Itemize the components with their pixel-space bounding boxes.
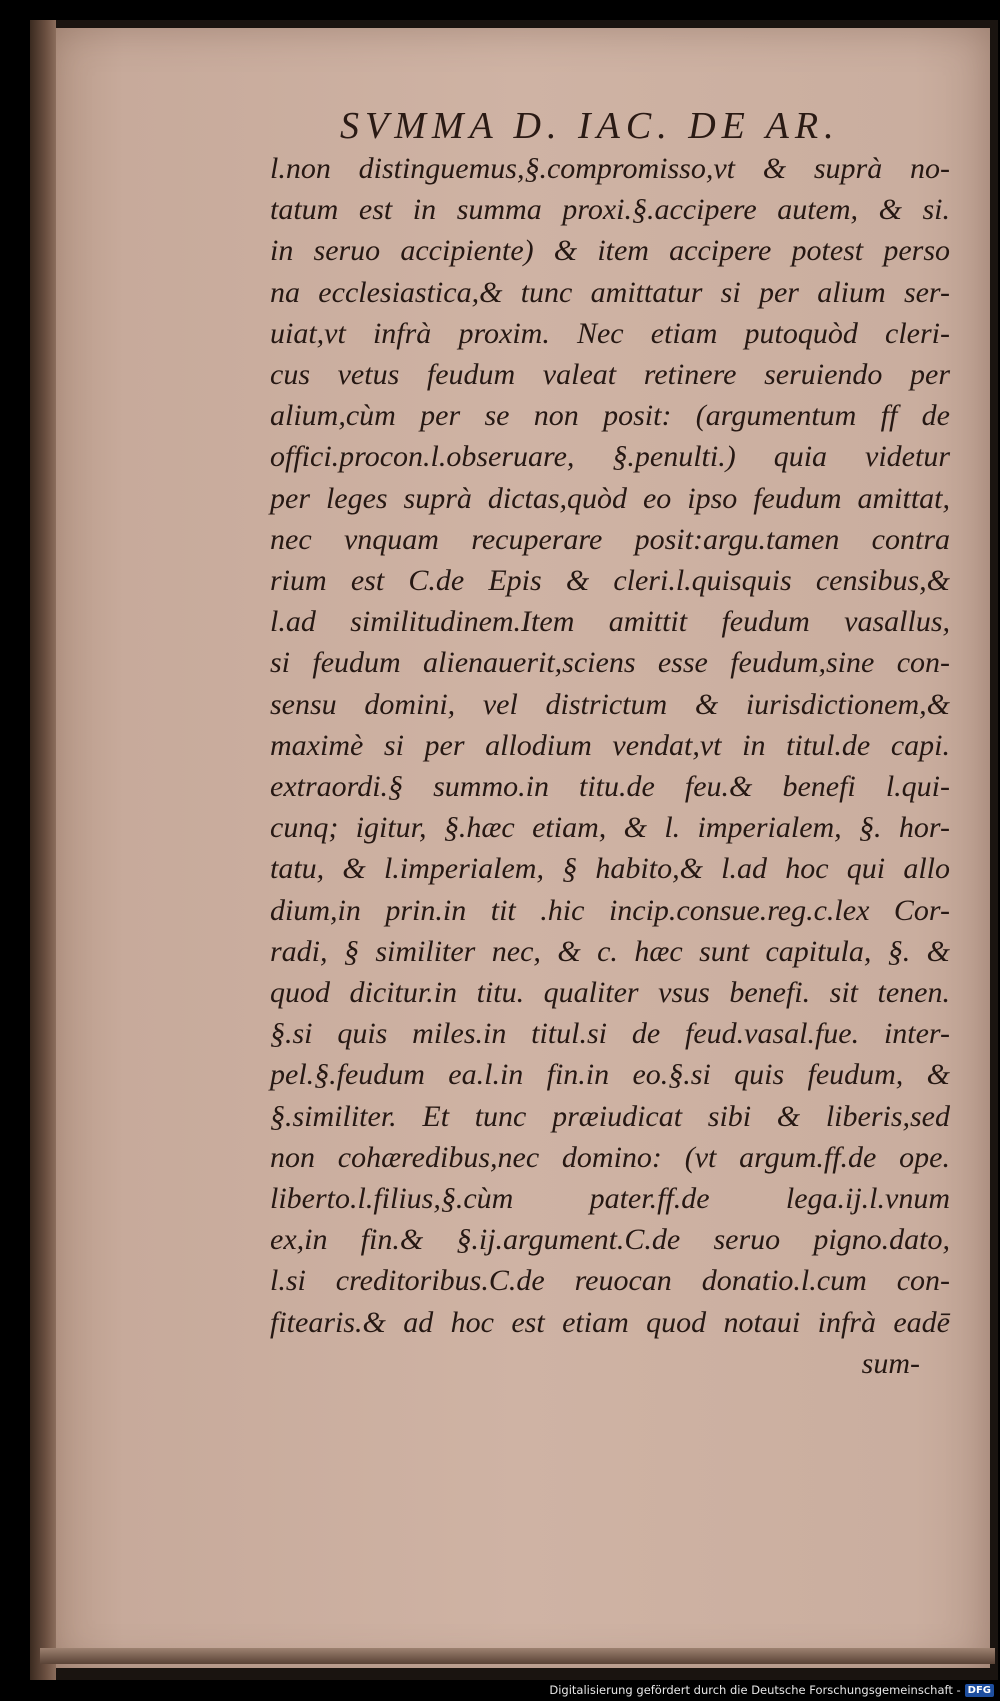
text-line: §.similiter. Et tunc præiudicat sibi & liberis,sed xyxy=(270,1099,950,1133)
text-line: cunq; igitur, §.hæc etiam, & l. imperialem, §. hor- xyxy=(270,811,950,845)
text-line: extraordi.§ summo.in titu.de feu.& benefi l.qui- xyxy=(270,770,950,804)
text-line: non cohæredibus,nec domino: (vt argum.ff.de ope. xyxy=(270,1140,950,1174)
text-line: quod dicitur.in titu. qualiter vsus benefi. sit tenen. xyxy=(270,976,950,1010)
text-line: rium est C.de Epis & cleri.l.quisquis censibus,& xyxy=(270,564,950,598)
footer-credit: Digitalisierung gefördert durch die Deutsche Forschungsgemeinschaft - xyxy=(549,1683,961,1697)
dfg-logo-icon: DFG xyxy=(965,1684,994,1697)
text-line: tatu, & l.imperialem, § habito,& l.ad hoc qui allo xyxy=(270,852,950,886)
text-line: nec vnquam recuperare posit:argu.tamen contra xyxy=(270,522,950,556)
text-line: tatum est in summa proxi.§.accipere autem, & si. xyxy=(270,193,950,227)
text-line: ex,in fin.& §.ij.argument.C.de seruo pigno.dato, xyxy=(270,1223,950,1257)
text-line: cus vetus feudum valeat retinere seruiendo per xyxy=(270,358,950,392)
text-line: per leges suprà dictas,quòd eo ipso feudum amittat, xyxy=(270,481,950,515)
digitization-footer xyxy=(549,1683,994,1697)
text-line: §.si quis miles.in titul.si de feud.vasal.fue. inter- xyxy=(270,1017,950,1051)
text-line: si feudum alienauerit,sciens esse feudum,sine con- xyxy=(270,646,950,680)
text-line: radi, § similiter nec, & c. hæc sunt capitula, §. & xyxy=(270,934,950,968)
text-line: in seruo accipiente) & item accipere potest perso xyxy=(270,234,950,268)
page-text xyxy=(270,148,950,1384)
text-line: maximè si per allodium vendat,vt in titul.de capi. xyxy=(270,728,950,762)
text-line: na ecclesiastica,& tunc amittatur si per alium ser- xyxy=(270,275,950,309)
text-line: dium,in prin.in tit .hic incip.consue.reg.c.lex Cor- xyxy=(270,893,950,927)
text-line: l.si creditoribus.C.de reuocan donatio.l.cum con- xyxy=(270,1264,950,1298)
text-line: l.non distinguemus,§.compromisso,vt & suprà no- xyxy=(270,152,950,185)
text-line: fitearis.& ad hoc est etiam quod notaui infrà eadē xyxy=(270,1305,950,1339)
text-line: sensu domini, vel districtum & iurisdictionem,& xyxy=(270,687,950,721)
catchword: sum- xyxy=(861,1346,920,1380)
text-line: liberto.l.filius,§.cùm pater.ff.de lega.ij.l.vnum xyxy=(270,1182,950,1216)
text-line: pel.§.feudum ea.l.in fin.in eo.§.si quis feudum, & xyxy=(270,1058,950,1092)
text-line: alium,cùm per se non posit: (argumentum ff de xyxy=(270,399,950,433)
running-header: SVMMA D. IAC. DE AR. xyxy=(340,105,840,147)
text-line: l.ad similitudinem.Item amittit feudum vasallus, xyxy=(270,605,950,639)
page-bottom-edge xyxy=(40,1648,995,1664)
text-line: uiat,vt infrà proxim. Nec etiam putoquòd cleri- xyxy=(270,316,950,350)
book-spine xyxy=(30,20,56,1680)
text-line: offici.procon.l.obseruare, §.penulti.) quia videtur xyxy=(270,440,950,474)
